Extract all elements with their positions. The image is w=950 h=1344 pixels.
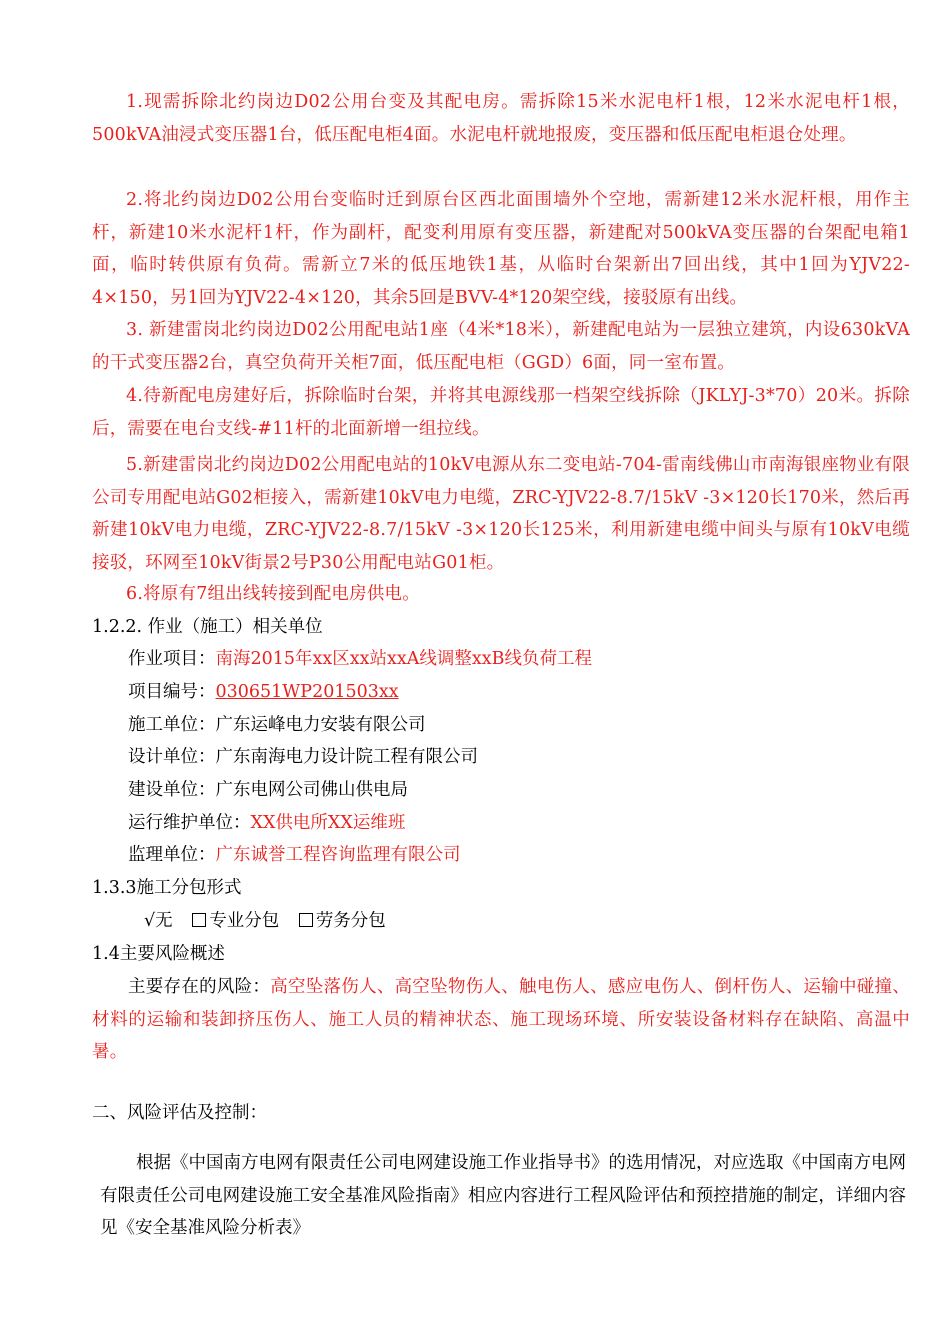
info-label: 项目编号： xyxy=(128,682,216,702)
item-3: 3. 新建雷岗北约岗边D02公用配电站1座（4米*18米），新建配电站为一层独立建筑，内设630kVA的干式变压器2台，真空负荷开关柜7面，低压配电柜（GGD）6面，同一室布置。 xyxy=(92,320,910,373)
option-label-professional: 专业分包 xyxy=(209,911,280,931)
info-label: 施工单位： xyxy=(128,715,216,735)
info-value-project-number: 030651WP201503xx xyxy=(215,682,399,702)
info-row xyxy=(128,643,592,676)
section-2-body: 根据《中国南方电网有限责任公司电网建设施工作业指导书》的选用情况，对应选取《中国南方电网有限责任公司电网建设施工安全基准风险指南》相应内容进行工程风险评估和预控措施的制定，详细内容见《安全基准风险分析表》 xyxy=(100,1153,906,1238)
info-value-owner: 广东电网公司佛山供电局 xyxy=(215,780,408,800)
subcontract-options xyxy=(118,905,386,938)
risk-lead: 主要存在的风险： xyxy=(128,977,271,997)
info-row xyxy=(128,709,426,742)
item-4: 4.待新配电房建好后，拆除临时台架，并将其电源线那一档架空线拆除（JKLYJ-3*70）20米。拆除后，需要在电台支线-#11杆的北面新增一组拉线。 xyxy=(92,386,910,439)
info-value-maintenance: XX供电所XX运维班 xyxy=(250,813,406,833)
info-value-project: 南海2015年xx区xx站xxA线调整xxB线负荷工程 xyxy=(215,649,592,669)
checked-mark-icon: √ xyxy=(144,911,156,931)
section-heading-2: 二、风险评估及控制： xyxy=(92,1103,267,1123)
info-label: 运行维护单位： xyxy=(128,813,251,833)
option-label-none: 无 xyxy=(155,911,173,931)
info-label: 监理单位： xyxy=(128,845,216,865)
info-label: 设计单位： xyxy=(128,747,216,767)
info-row xyxy=(128,676,399,709)
section-heading-14: 1.4主要风险概述 xyxy=(92,944,225,964)
option-label-labor: 劳务分包 xyxy=(315,911,386,931)
checkbox-icon xyxy=(299,913,313,927)
info-row xyxy=(128,807,405,840)
info-value-contractor: 广东运峰电力安装有限公司 xyxy=(215,715,426,735)
risk-list: 高空坠落伤人、高空坠物伤人、触电伤人、感应电伤人、倒杆伤人、运输中碰撞、材料的运输和装卸挤压伤人、施工人员的精神状态、施工现场环境、所安装设备材料存在缺陷、高温中暑。 xyxy=(92,977,910,1062)
info-label: 建设单位： xyxy=(128,780,216,800)
info-row xyxy=(128,839,461,872)
info-row xyxy=(128,774,408,807)
item-5: 5.新建雷岗北约岗边D02公用配电站的10kV电源从东二变电站-704-雷南线佛山市南海银座物业有限公司专用配电站G02柜接入，需新建10kV电力电缆，ZRC-YJV22-8.7/15kV -3×120长170米，然后再新建10kV电力电缆，ZRC-YJV22-8.7/15kV -3×120长125米，利用新建电缆中间头与原有10kV电缆接驳，环网至10kV街景2号P30公用配电站G01柜。 xyxy=(92,455,910,573)
info-row xyxy=(128,741,478,774)
item-1: 1.现需拆除北约岗边D02公用台变及其配电房。需拆除15米水泥电杆1根，12米水泥电杆1根，500kVA油浸式变压器1台，低压配电柜4面。水泥电杆就地报废，变压器和低压配电柜退仓处理。 xyxy=(92,92,910,145)
section-heading-133: 1.3.3施工分包形式 xyxy=(92,878,242,898)
item-6: 6.将原有7组出线转接到配电房供电。 xyxy=(126,584,420,604)
risk-summary xyxy=(92,971,910,1069)
info-value-designer: 广东南海电力设计院工程有限公司 xyxy=(215,747,478,767)
item-2: 2.将北约岗边D02公用台变临时迁到原台区西北面围墙外个空地，需新建12米水泥杆根，用作主杆，新建10米水泥杆1杆，作为副杆，配变利用原有变压器，新建配对500kVA变压器的台架配电箱1面，临时转供原有负荷。需新立7米的低压地铁1基，从临时台架新出7回出线，其中1回为YJV22-4×150，另1回为YJV22-4×120，其余5回是BVV-4*120架空线，接驳原有出线。 xyxy=(92,190,910,308)
section-heading-122: 1.2.2. 作业（施工）相关单位 xyxy=(92,617,323,637)
info-label: 作业项目： xyxy=(128,649,216,669)
info-value-supervisor: 广东诚誉工程咨询监理有限公司 xyxy=(215,845,461,865)
checkbox-icon xyxy=(192,913,206,927)
